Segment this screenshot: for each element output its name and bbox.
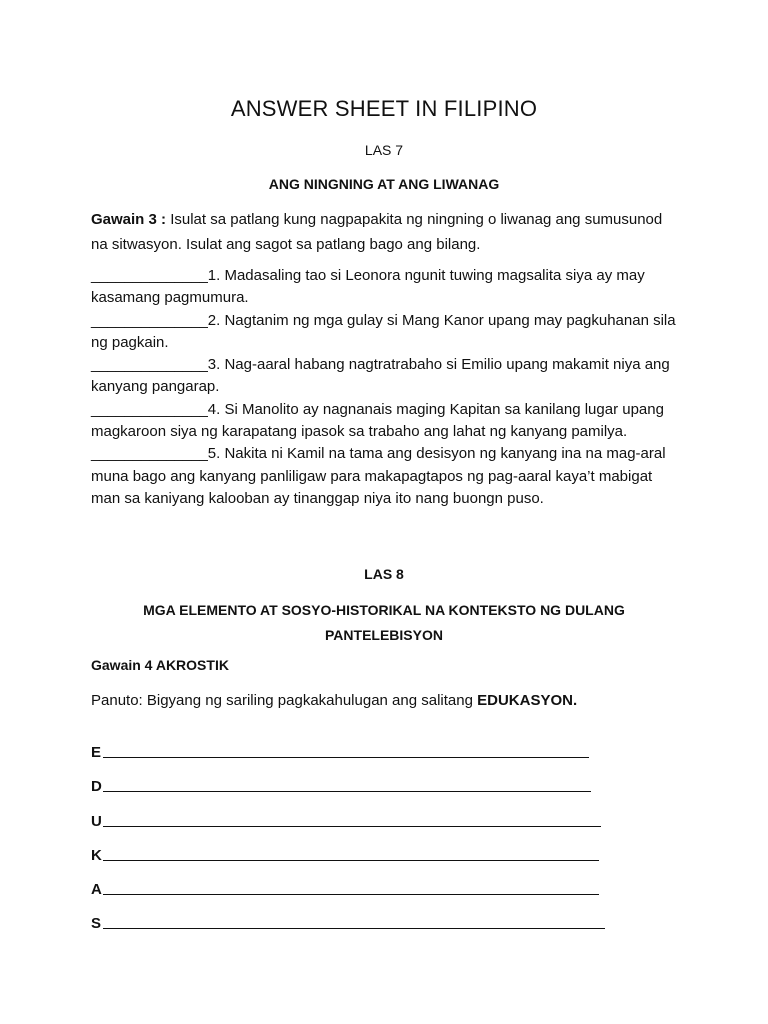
acrostic-row-e <box>91 727 611 761</box>
acrostic-letter: U <box>91 812 102 830</box>
gawain3-item-1: ______________1. Madasaling tao si Leonora ngunit tuwing magsalita siya ay may kasamang pagmumura. <box>91 267 645 307</box>
acrostic-list <box>91 727 611 932</box>
acrostic-letter: E <box>91 744 102 762</box>
answer-line[interactable] <box>103 812 601 827</box>
gawain3-items <box>91 265 681 510</box>
gawain3-item-5: ______________5. Nakita ni Kamil na tama ang desisyon ng kanyang ina na mag-aral muna bago ang kanyang panliligaw para makapagtapos ng pag-aaral kaya’t mabigat man sa kaniyang kalooban ay tinanggap niya ito nang buongn puso. <box>91 445 666 507</box>
answer-line[interactable] <box>103 743 589 758</box>
answer-line[interactable] <box>103 880 599 895</box>
acrostic-row-s <box>91 898 611 932</box>
las7-label: LAS 7 <box>364 142 404 158</box>
acrostic-letter: D <box>91 778 102 796</box>
panuto-text: Panuto: Bigyang ng sariling pagkakahulugan ang salitang <box>91 692 478 709</box>
gawain3-item-3: ______________3. Nag-aaral habang nagtratrabaho si Emilio upang makamit niya ang kanyang pangarap. <box>91 356 670 396</box>
acrostic-letter: S <box>91 915 102 933</box>
acrostic-row-a <box>91 864 611 898</box>
gawain4-title: Gawain 4 AKROSTIK <box>91 657 229 673</box>
las8-heading: MGA ELEMENTO AT SOSYO-HISTORIKAL NA KONTEKSTO NG DULANG PANTELEBISYON <box>143 602 625 643</box>
gawain3-label: Gawain 3 : <box>91 211 167 228</box>
acrostic-row-u <box>91 795 611 829</box>
gawain3-instruction-text: Isulat sa patlang kung nagpapakita ng ningning o liwanag ang sumusunod na sitwasyon. Isulat ang sagot sa patlang bago ang bilang. <box>91 211 663 253</box>
acrostic-row-k <box>91 830 611 864</box>
answer-line[interactable] <box>103 777 591 792</box>
gawain3-item-2: ______________2. Nagtanim ng mga gulay si Mang Kanor upang may pagkuhanan sila ng pagkain. <box>91 311 676 351</box>
gawain3-item-4: ______________4. Si Manolito ay nagnanais maging Kapitan sa kanilang lugar upang magkaroon siya ng karapatang ipasok sa trabaho ang lahat ng kanyang pamilya. <box>91 400 664 441</box>
acrostic-letter: A <box>91 880 102 898</box>
las7-heading: ANG NINGNING AT ANG LIWANAG <box>268 176 500 192</box>
answer-line[interactable] <box>103 914 605 929</box>
answer-line[interactable] <box>103 846 599 861</box>
page-title: ANSWER SHEET IN FILIPINO <box>230 96 538 121</box>
panuto-instruction <box>91 692 577 709</box>
acrostic-letter: K <box>91 846 102 864</box>
acrostic-row-d <box>91 761 611 795</box>
las8-label: LAS 8 <box>364 566 404 582</box>
panuto-keyword: EDUKASYON. <box>477 692 578 709</box>
gawain3-instructions <box>91 207 681 257</box>
